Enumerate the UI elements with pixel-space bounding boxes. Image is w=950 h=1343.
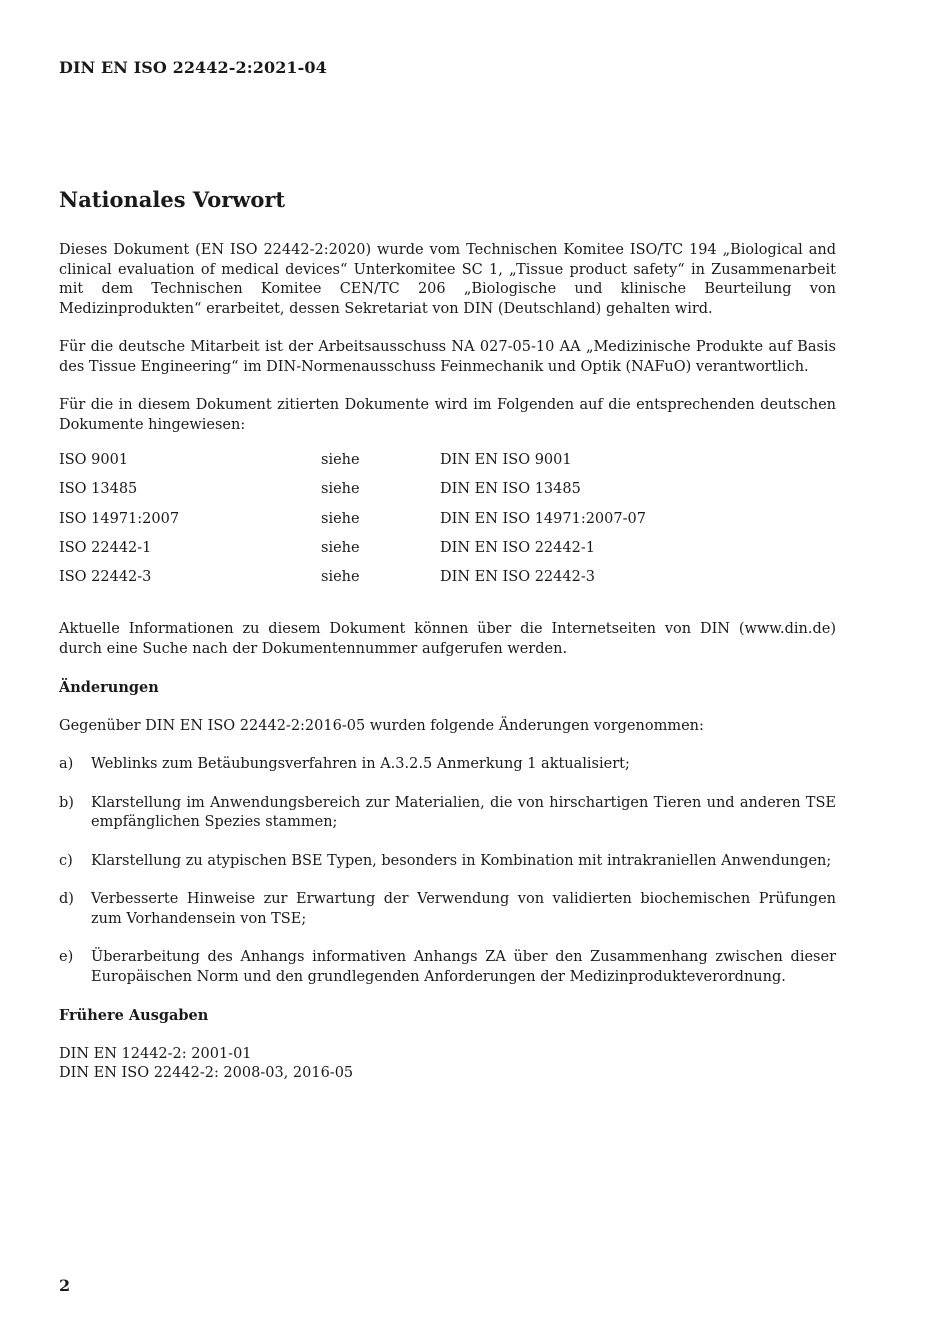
- document-header-id: DIN EN ISO 22442-2:2021-04: [59, 58, 327, 77]
- list-item-text: Klarstellung zu atypischen BSE Typen, besonders in Kombination mit intrakraniellen Anwendungen;: [91, 852, 832, 869]
- reference-din: DIN EN ISO 22442-1: [440, 539, 595, 556]
- reference-see: siehe: [321, 510, 360, 527]
- page-number: 2: [59, 1276, 71, 1295]
- table-row: [59, 451, 836, 480]
- list-item: [59, 948, 836, 987]
- reference-see: siehe: [321, 481, 360, 498]
- paragraph-references-intro: Für die in diesem Dokument zitierten Dokumente wird im Folgenden auf die entsprechenden deutschen Dokumente hingewiesen:: [59, 397, 836, 433]
- reference-table: [59, 451, 836, 597]
- list-item-text: Verbesserte Hinweise zur Erwartung der Verwendung von validierten biochemischen Prüfungen zum Vorhandensein von TSE;: [91, 891, 836, 927]
- list-item-text: Weblinks zum Betäubungsverfahren in A.3.2.5 Anmerkung 1 aktualisiert;: [91, 756, 630, 773]
- paragraph-working-committee: Für die deutsche Mitarbeit ist der Arbeitsausschuss NA 027-05-10 AA „Medizinische Produkte auf Basis des Tissue Engineering“ im DIN-Normenausschuss Feinmechanik und Optik (NAFuO) verantwortlich.: [59, 339, 836, 375]
- document-page: [59, 0, 836, 1343]
- earlier-editions-heading: Frühere Ausgaben: [59, 1007, 209, 1025]
- list-marker: a): [59, 756, 74, 773]
- reference-iso: ISO 22442-1: [59, 539, 152, 556]
- changes-intro: Gegenüber DIN EN ISO 22442-2:2016-05 wurden folgende Änderungen vorgenommen:: [59, 717, 704, 734]
- earlier-edition-line: DIN EN ISO 22442-2: 2008-03, 2016-05: [59, 1065, 354, 1082]
- reference-see: siehe: [321, 569, 360, 586]
- reference-iso: ISO 9001: [59, 452, 129, 468]
- reference-din: DIN EN ISO 22442-3: [440, 569, 595, 586]
- list-marker: d): [59, 891, 74, 908]
- reference-iso: ISO 14971:2007: [59, 510, 180, 527]
- list-marker: c): [59, 852, 73, 869]
- changes-list: [59, 755, 836, 987]
- list-marker: b): [59, 794, 74, 811]
- list-item: [59, 755, 836, 775]
- reference-iso: ISO 22442-3: [59, 569, 152, 586]
- reference-din: DIN EN ISO 13485: [440, 481, 581, 498]
- changes-heading: Änderungen: [59, 679, 159, 697]
- table-row: [59, 480, 836, 509]
- reference-see: siehe: [321, 539, 360, 556]
- earlier-edition-line: DIN EN 12442-2: 2001-01: [59, 1045, 252, 1062]
- main-content: [59, 186, 836, 1084]
- list-item-text: Klarstellung im Anwendungsbereich zur Materialien, die von hirschartigen Tieren und anderen TSE empfänglichen Spezies stammen;: [91, 794, 836, 831]
- table-row: [59, 510, 836, 539]
- table-row: [59, 568, 836, 597]
- list-item: [59, 852, 836, 872]
- list-marker: e): [59, 949, 74, 966]
- earlier-editions-list: [59, 1045, 836, 1084]
- paragraph-current-info: Aktuelle Informationen zu diesem Dokument können über die Internetseiten von DIN (www.din.de) durch eine Suche nach der Dokumentennummer aufgerufen werden.: [59, 621, 836, 657]
- list-item: [59, 794, 836, 833]
- page-title: Nationales Vorwort: [59, 187, 286, 212]
- list-item-text: Überarbeitung des Anhangs informativen Anhangs ZA über den Zusammenhang zwischen dieser Europäischen Norm und den grundlegenden Anforderungen der Medizinprodukteverordnung.: [91, 949, 836, 985]
- table-row: [59, 539, 836, 568]
- reference-din: DIN EN ISO 14971:2007-07: [440, 510, 646, 527]
- paragraph-committee: Dieses Dokument (EN ISO 22442-2:2020) wurde vom Technischen Komitee ISO/TC 194 „Biological and clinical evaluation of medical devices“ Unterkomitee SC 1, „Tissue product safety“ in Zusammenarbeit mit dem Technischen Komitee CEN/TC 206 „Biologische und klinische Beurteilung von Medizinprodukten“ erarbeitet, dessen Sekretariat von DIN (Deutschland) gehalten wird.: [59, 242, 836, 317]
- list-item: [59, 890, 836, 929]
- reference-din: DIN EN ISO 9001: [440, 452, 572, 468]
- reference-iso: ISO 13485: [59, 481, 138, 498]
- reference-see: siehe: [321, 452, 360, 468]
